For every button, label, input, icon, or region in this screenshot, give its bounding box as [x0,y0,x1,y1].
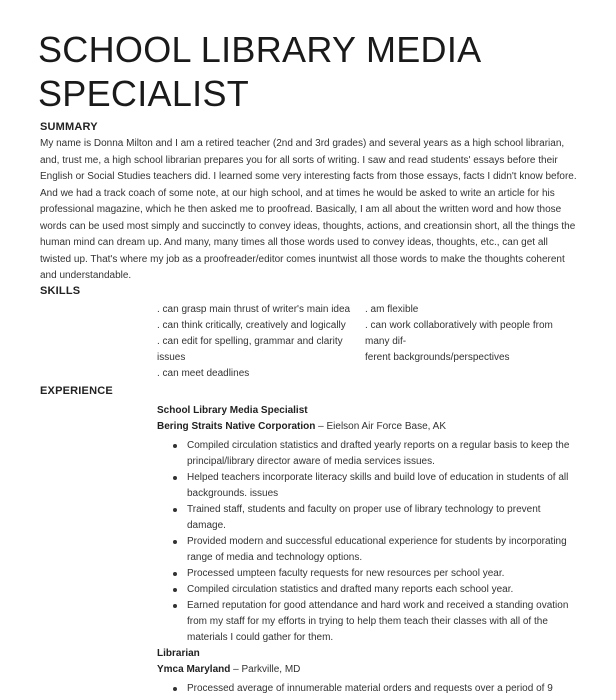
bullet-item: Earned reputation for good attendance and hard work and received a standing ovation from my staff for my efforts in trying to help them teach their classes with all of the materials I could gather for them. [171,598,576,646]
employer-separator: – [318,421,327,432]
employer-location: Parkville, MD [241,664,301,675]
skill-item: many dif- [365,336,407,347]
experience-heading: EXPERIENCE [40,385,113,397]
employer-line [157,421,446,432]
bullet-item: Processed umpteen faculty requests for new resources per school year. [171,566,576,582]
page-title: SCHOOL LIBRARY MEDIA SPECIALIST [38,29,480,114]
job-title: School Library Media Specialist [157,405,308,416]
employer-separator: – [233,664,242,675]
employer-name: Ymca Maryland [157,664,231,675]
bullet-item: Compiled circulation statistics and drafted yearly reports on a regular basis to keep the principal/library director aware of media services issues. [171,438,576,470]
employer-location: Eielson Air Force Base, AK [326,421,446,432]
skill-item: issues [157,352,186,363]
skill-item: ferent backgrounds/perspectives [365,352,510,363]
skill-item: . can think critically, creatively and logically [157,320,346,331]
skill-item: . can meet deadlines [157,368,250,379]
summary-text: My name is Donna Milton and I am a retired teacher (2nd and 3rd grades) and several years as a high school librarian, and, trust me, a high school librarian prepares you for all sorts of writing. I saw and read students' essays before their English or Social Studies teachers did. I learned some very interesting facts from those essays, facts I didn't know before. And we had a track coach of some note, at our high school, and at times he would be asked to write an article for his professional magazine, which he then asked me to proofread. Basically, I am all about the written word and how those words can be used most simply and succinctly to convey ideas, thoughts, actions, and creationsin short, all the things the human mind can dream up. And many, many times all those words used to convey ideas, thoughts, etc., can get all twisted up. That's where my job as a proofreader/editor comes inuntwist all those words to make the thoughts coherent and understandable. [40,138,577,281]
bullet-item: Compiled circulation statistics and drafted many reports each school year. [171,582,576,598]
job-bullets [171,438,576,646]
bullet-item: Provided modern and successful educational experience for students by incorporating range of media and technology options. [171,534,576,566]
summary-heading: SUMMARY [40,121,98,133]
skill-item: . can grasp main thrust of writer's main idea [157,304,351,315]
bullet-item: Trained staff, students and faculty on proper use of library technology to prevent damage. [171,502,576,534]
skill-item: . can work collaboratively with people from [365,320,553,331]
employer-name: Bering Straits Native Corporation [157,421,316,432]
skill-item: . can edit for spelling, grammar and clarity [157,336,343,347]
bullet-item: Helped teachers incorporate literacy skills and build love of education in students of all backgrounds. issues [171,470,576,502]
skills-left-column [157,302,367,382]
job-bullets [171,681,576,697]
employer-line [157,664,300,675]
bullet-item: Processed average of innumerable material orders and requests over a period of 9 [171,681,576,697]
skills-right-column [365,302,575,366]
skill-item: . am flexible [365,304,419,315]
job-title: Librarian [157,648,200,659]
skills-heading: SKILLS [40,285,81,297]
